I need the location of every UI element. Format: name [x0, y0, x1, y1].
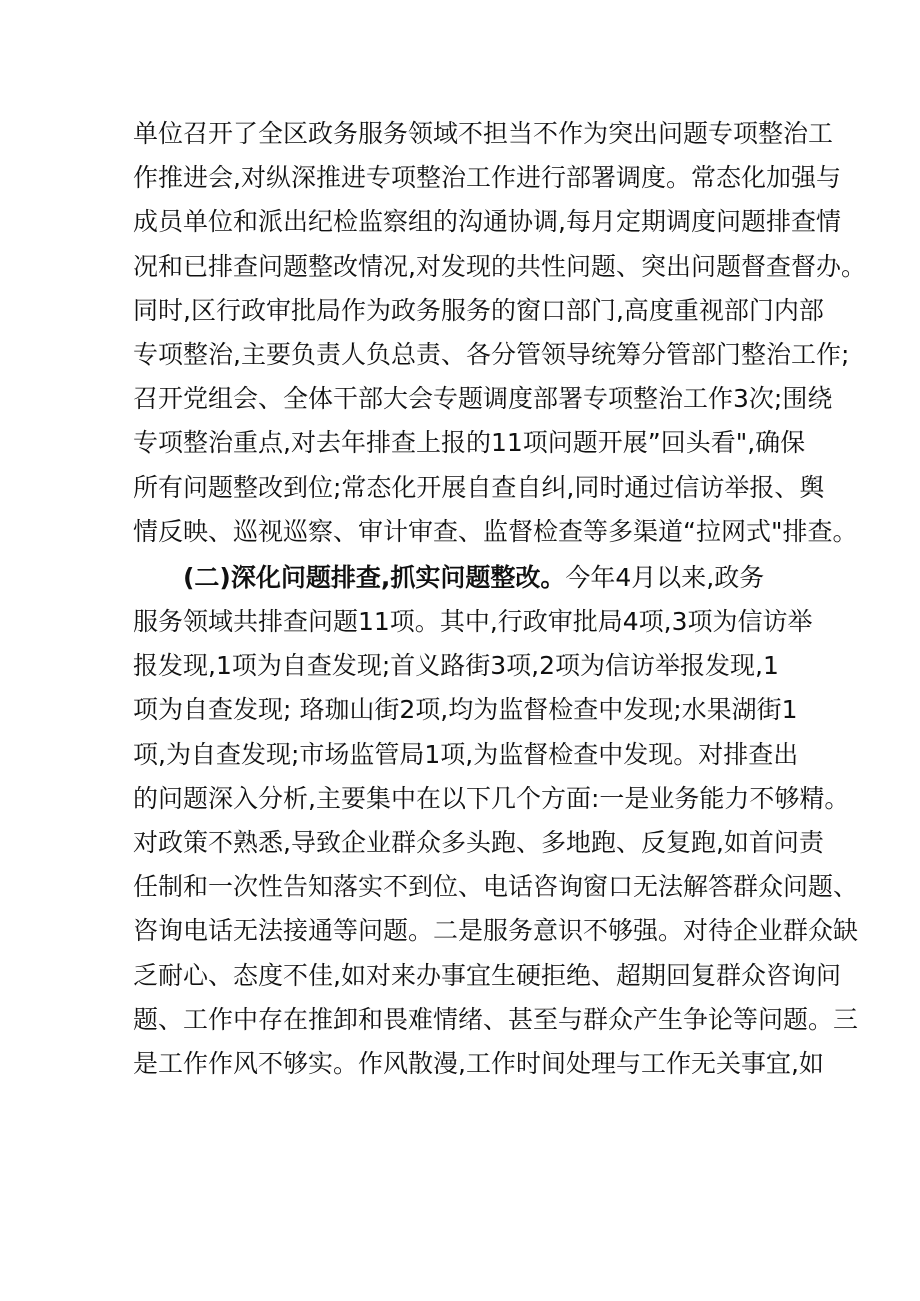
text-line: 服务领域共排查问题11项。其中,行政审批局4项,3项为信访举: [133, 607, 813, 637]
text-line: 项为自查发现; 珞珈山街2项,均为监督检查中发现;水果湖街1: [133, 695, 798, 725]
text-line: 专项整治,主要负责人负总责、各分管领导统筹分管部门整治工作;: [133, 339, 850, 369]
text-line: 任制和一次性告知落实不到位、电话咨询窗口无法解答群众问题、: [133, 872, 859, 902]
text-line: 况和已排查问题整改情况,对发现的共性问题、突出问题督查督办。: [133, 251, 866, 281]
text-line: 咨询电话无法接通等问题。二是服务意识不够强。对待企业群众缺: [133, 916, 859, 946]
section-heading: (二)深化问题排查,抓实问题整改。: [183, 562, 566, 592]
text-line: 单位召开了全区政务服务领域不担当不作为突出问题专项整治工: [133, 119, 834, 148]
text-line: 报发现,1项为自查发现;首义路街3项,2项为信访举报发现,1: [133, 651, 779, 681]
text-line: 专项整治重点,对去年排查上报的11项问题开展”回头看",确保: [133, 428, 806, 458]
text-line: 的问题深入分析,主要集中在以下几个方面:一是业务能力不够精。: [133, 783, 850, 813]
document-body: [133, 112, 866, 1086]
paragraph-1: [133, 112, 866, 554]
text-line: 所有问题整改到位;常态化开展自查自纠,同时通过信访举报、舆: [133, 472, 825, 502]
text-line: 是工作作风不够实。作风散漫,工作时间处理与工作无关事宜,如: [133, 1048, 824, 1078]
paragraph-2-first-line: [133, 556, 793, 600]
text-line: 召开党组会、全体干部大会专题调度部署专项整治工作3次;围绕: [133, 384, 833, 414]
text-line: 题、工作中存在推卸和畏难情绪、甚至与群众产生争论等问题。三: [133, 1004, 859, 1034]
text-line: 同时,区行政审批局作为政务服务的窗口部门,高度重视部门内部: [133, 295, 824, 325]
text-line: 情反映、巡视巡察、审计审查、监督检查等多渠道“拉网式"排查。: [133, 516, 858, 546]
paragraph-2: [133, 556, 859, 1086]
text-line: 项,为自查发现;市场监管局1项,为监督检查中发现。对排查出: [133, 739, 799, 769]
text-line: 作推进会,对纵深推进专项整治工作进行部署调度。常态化加强与: [133, 163, 841, 193]
text-line: 成员单位和派出纪检监察组的沟通协调,每月定期调度问题排查情: [133, 207, 841, 237]
text-line: 乏耐心、态度不佳,如对来办事宜生硬拒绝、超期回复群众咨询问: [133, 960, 841, 990]
text-line: 对政策不熟悉,导致企业群众多头跑、多地跑、反复跑,如首问责: [133, 828, 824, 857]
text-span: 今年4月以来,政务: [565, 562, 765, 592]
